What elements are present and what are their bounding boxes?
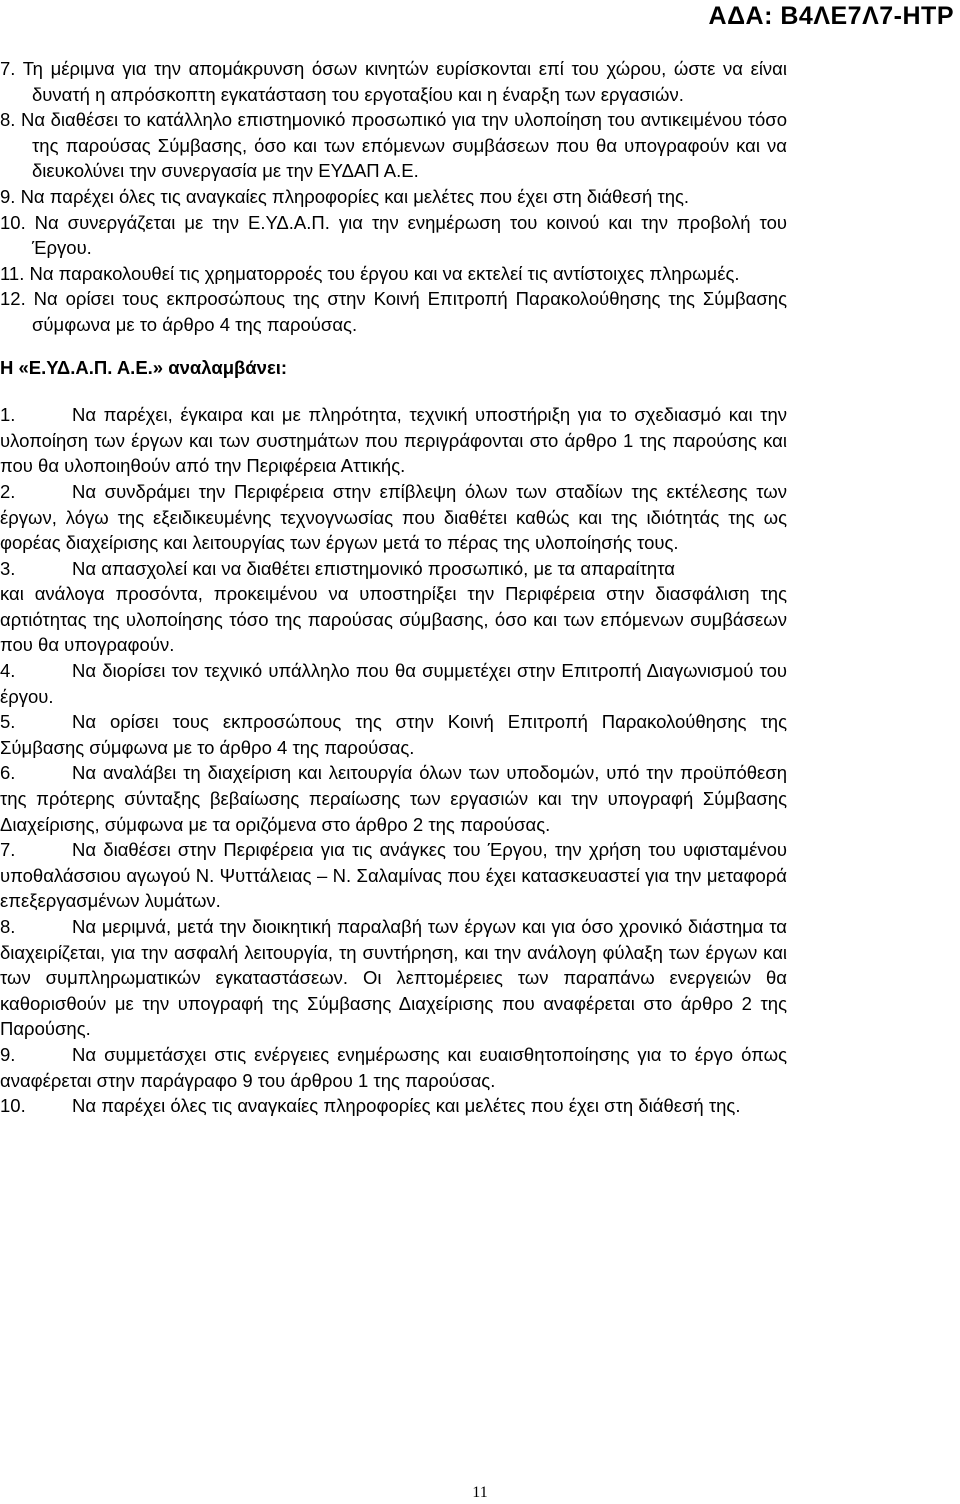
- list-item: [0, 837, 787, 914]
- municipality-obligations-list: [0, 56, 787, 338]
- section-heading: Η «Ε.ΥΔ.Α.Π. Α.Ε.» αναλαμβάνει:: [0, 356, 288, 378]
- list-item: [0, 1093, 787, 1119]
- item-number: 7.: [0, 839, 16, 861]
- item-number: 4.: [0, 660, 16, 682]
- document-id: ΑΔΑ: Β4ΛΕ7Λ7-ΗΤΡ: [708, 2, 954, 30]
- item-text: Να μεριμνά, μετά την διοικητική παραλαβή των έργων και για όσο χρονικό διάστημα τα διαχειρίζεται, για την ασφαλή λειτουργία, τη συντήρηση, και την ανάλογη φύλαξη των έργων και των συμπληρωματικών εγκαταστάσεων. Οι λεπτομέρειες των παραπάνω ενεργειών θα καθορισθούν με την υπογραφή της Σύμβασης Διαχείρισης που αναφέρεται στο άρθρο 2 της Παρούσης.: [0, 916, 787, 1040]
- item-text: Να διαθέσει στην Περιφέρεια για τις ανάγκες του Έργου, την χρήση του υφισταμένου υποθαλάσσιου αγωγού Ν. Ψυττάλειας – Ν. Σαλαμίνας που έχει κατασκευαστεί για την μεταφορά επεξεργασμένων λυμάτων.: [0, 839, 787, 912]
- item-text: Να παρέχει όλες τις αναγκαίες πληροφορίες και μελέτες που έχει στη διάθεσή της.: [72, 1095, 741, 1117]
- eydap-obligations-list: [0, 402, 787, 1119]
- list-item-continuation: [0, 581, 787, 658]
- item-number: 5.: [0, 711, 16, 733]
- list-item: 11. Να παρακολουθεί τις χρηματορροές του έργου και να εκτελεί τις αντίστοιχες πληρωμές.: [0, 262, 740, 284]
- item-text: και ανάλογα προσόντα, προκειμένου να υποστηρίξει την Περιφέρεια στην διασφάλιση της αρτιότητας της υλοποίησης τόσο της παρούσας σύμβασης, όσο και των επόμενων συμβάσεων που θα υπογραφούν.: [0, 583, 787, 656]
- list-item: [0, 658, 787, 709]
- item-text: Να διορίσει τον τεχνικό υπάλληλο που θα συμμετέχει στην Επιτροπή Διαγωνισμού του έργου.: [0, 660, 787, 707]
- item-text: Να ορίσει τους εκπροσώπους της στην Κοινή Επιτροπή Παρακολούθησης της Σύμβασης σύμφωνα με το άρθρο 4 της παρούσας.: [0, 711, 787, 758]
- list-item: [0, 556, 787, 582]
- item-text: Να συνδράμει την Περιφέρεια στην επίβλεψη όλων των σταδίων της εκτέλεσης των έργων, λόγω της εξειδικευμένης τεχνογνωσίας που διαθέτει καθώς και της ιδιότητάς της ως φορέας διαχείρισης και λειτουργίας των έργων μετά το πέρας της υλοποίησής τους.: [0, 480, 787, 554]
- list-item: 8. Να διαθέσει το κατάλληλο επιστημονικό προσωπικό για την υλοποίηση του αντικειμένου τόσο της παρούσας Σύμβασης, όσο και των επόμενων συμβάσεων που θα υπογραφούν και να διευκολύνει την συνεργασία με την ΕΥΔΑΠ Α.Ε.: [0, 109, 787, 182]
- list-item: [0, 479, 787, 556]
- item-text: Να συμμετάσχει στις ενέργειες ενημέρωσης και ευαισθητοποίησης για το έργο όπως αναφέρεται στην παράγραφο 9 του άρθρου 1 της παρούσας.: [0, 1043, 787, 1091]
- item-text: Να παρέχει, έγκαιρα και με πληρότητα, τεχνική υποστήριξη για το σχεδιασμό και την υλοποίηση των έργων και των συστημάτων που περιγράφονται στο άρθρο 1 της παρούσης και που θα υλοποιηθούν από την Περιφέρεια Αττικής.: [0, 404, 787, 477]
- list-item: 12. Να ορίσει τους εκπροσώπους της στην Κοινή Επιτροπή Παρακολούθησης της Σύμβασης σύμφωνα με το άρθρο 4 της παρούσας.: [0, 288, 787, 335]
- item-number: 2.: [0, 480, 16, 502]
- item-number: 8.: [0, 916, 16, 937]
- document-body: [0, 56, 787, 1119]
- item-number: 6.: [0, 762, 16, 784]
- item-text: Να απασχολεί και να διαθέτει επιστημονικό προσωπικό, με τα απαραίτητα: [72, 557, 675, 579]
- item-number: 3.: [0, 557, 16, 579]
- item-number: 1.: [0, 404, 16, 426]
- item-number: 10.: [0, 1095, 26, 1117]
- list-item: [0, 402, 787, 479]
- list-item: [0, 914, 787, 1042]
- list-item: [0, 1042, 787, 1093]
- item-text: Να αναλάβει τη διαχείριση και λειτουργία όλων των υποδομών, υπό την προϋπόθεση της πρότερης σύνταξης βεβαίωσης περαίωσης των εργασιών και την υπογραφή Σύμβασης Διαχείρισης, σύμφωνα με τα οριζόμενα στο άρθρο 2 της παρούσας.: [0, 762, 787, 835]
- item-number: 9.: [0, 1043, 16, 1065]
- page-number: 11: [472, 1484, 488, 1501]
- list-item: [0, 760, 787, 837]
- list-item: [0, 709, 787, 760]
- list-item: 10. Να συνεργάζεται με την Ε.ΥΔ.Α.Π. για την ενημέρωση του κοινού και την προβολή του Έργου.: [0, 211, 787, 259]
- list-item: 7. Τη μέριμνα για την απομάκρυνση όσων κινητών ευρίσκονται επί του χώρου, ώστε να είναι δυνατή η απρόσκοπτη εγκατάσταση του εργοταξίου και η έναρξη των εργασιών.: [0, 58, 787, 105]
- list-item: 9. Να παρέχει όλες τις αναγκαίες πληροφορίες και μελέτες που έχει στη διάθεσή της.: [0, 185, 690, 207]
